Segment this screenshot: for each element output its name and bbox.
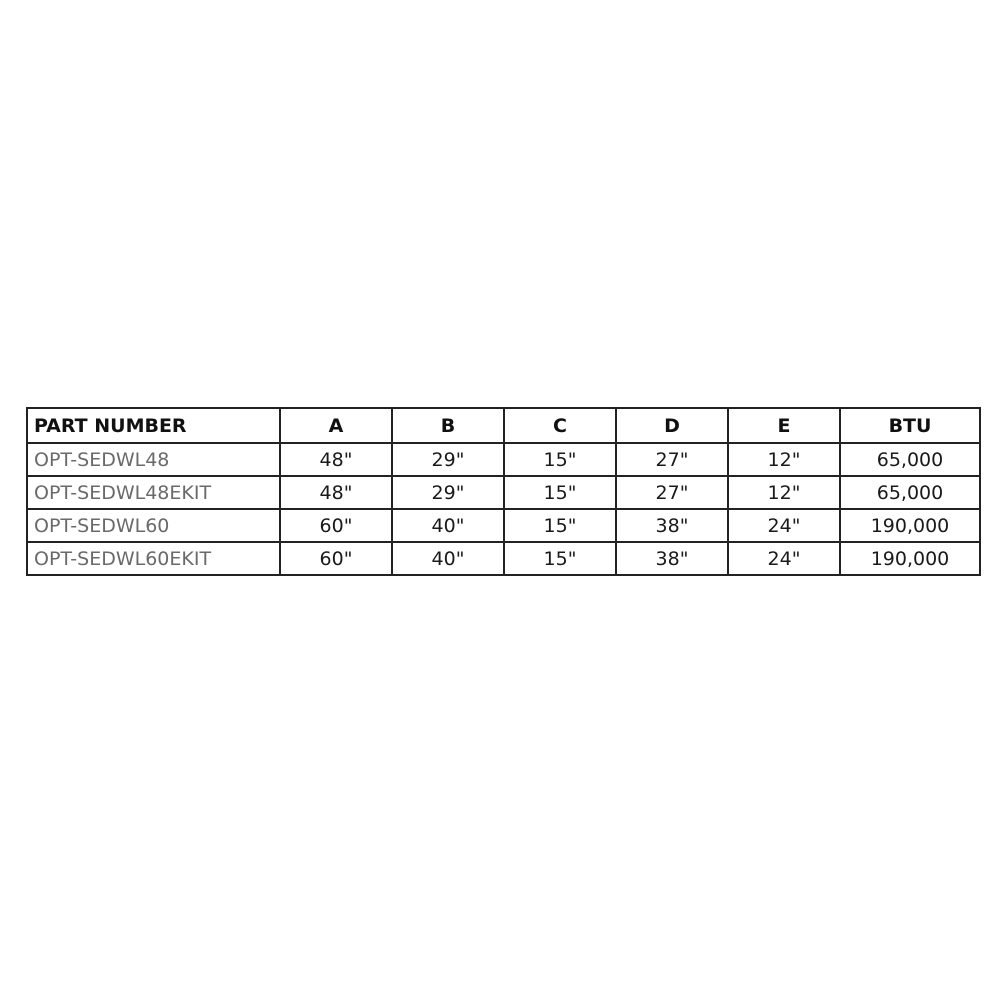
table-row [27, 443, 980, 476]
part-number-cell: OPT-SEDWL60EKIT [27, 542, 280, 575]
dimension-d-cell: 27" [616, 476, 728, 509]
dimension-c-cell: 15" [504, 443, 616, 476]
dimension-a-cell: 48" [280, 443, 392, 476]
table-header-row [27, 408, 980, 443]
dimension-e-cell: 12" [728, 443, 840, 476]
dimension-a-cell: 48" [280, 476, 392, 509]
part-number-cell: OPT-SEDWL48 [27, 443, 280, 476]
table-row [27, 476, 980, 509]
header-b: B [392, 408, 504, 443]
dimension-e-cell: 24" [728, 542, 840, 575]
dimension-a-cell: 60" [280, 542, 392, 575]
header-e: E [728, 408, 840, 443]
header-d: D [616, 408, 728, 443]
dimension-a-cell: 60" [280, 509, 392, 542]
dimension-b-cell: 40" [392, 509, 504, 542]
dimension-e-cell: 12" [728, 476, 840, 509]
dimension-d-cell: 38" [616, 542, 728, 575]
header-part-number: PART NUMBER [27, 408, 280, 443]
dimension-b-cell: 40" [392, 542, 504, 575]
dimension-d-cell: 27" [616, 443, 728, 476]
btu-cell: 65,000 [840, 443, 980, 476]
dimension-b-cell: 29" [392, 443, 504, 476]
dimension-c-cell: 15" [504, 476, 616, 509]
btu-cell: 190,000 [840, 542, 980, 575]
btu-cell: 65,000 [840, 476, 980, 509]
dimension-b-cell: 29" [392, 476, 504, 509]
btu-cell: 190,000 [840, 509, 980, 542]
spec-table [26, 407, 981, 576]
table-row [27, 542, 980, 575]
dimension-d-cell: 38" [616, 509, 728, 542]
dimension-c-cell: 15" [504, 509, 616, 542]
dimension-c-cell: 15" [504, 542, 616, 575]
header-c: C [504, 408, 616, 443]
table-row [27, 509, 980, 542]
header-btu: BTU [840, 408, 980, 443]
part-number-cell: OPT-SEDWL60 [27, 509, 280, 542]
dimension-e-cell: 24" [728, 509, 840, 542]
part-number-cell: OPT-SEDWL48EKIT [27, 476, 280, 509]
header-a: A [280, 408, 392, 443]
